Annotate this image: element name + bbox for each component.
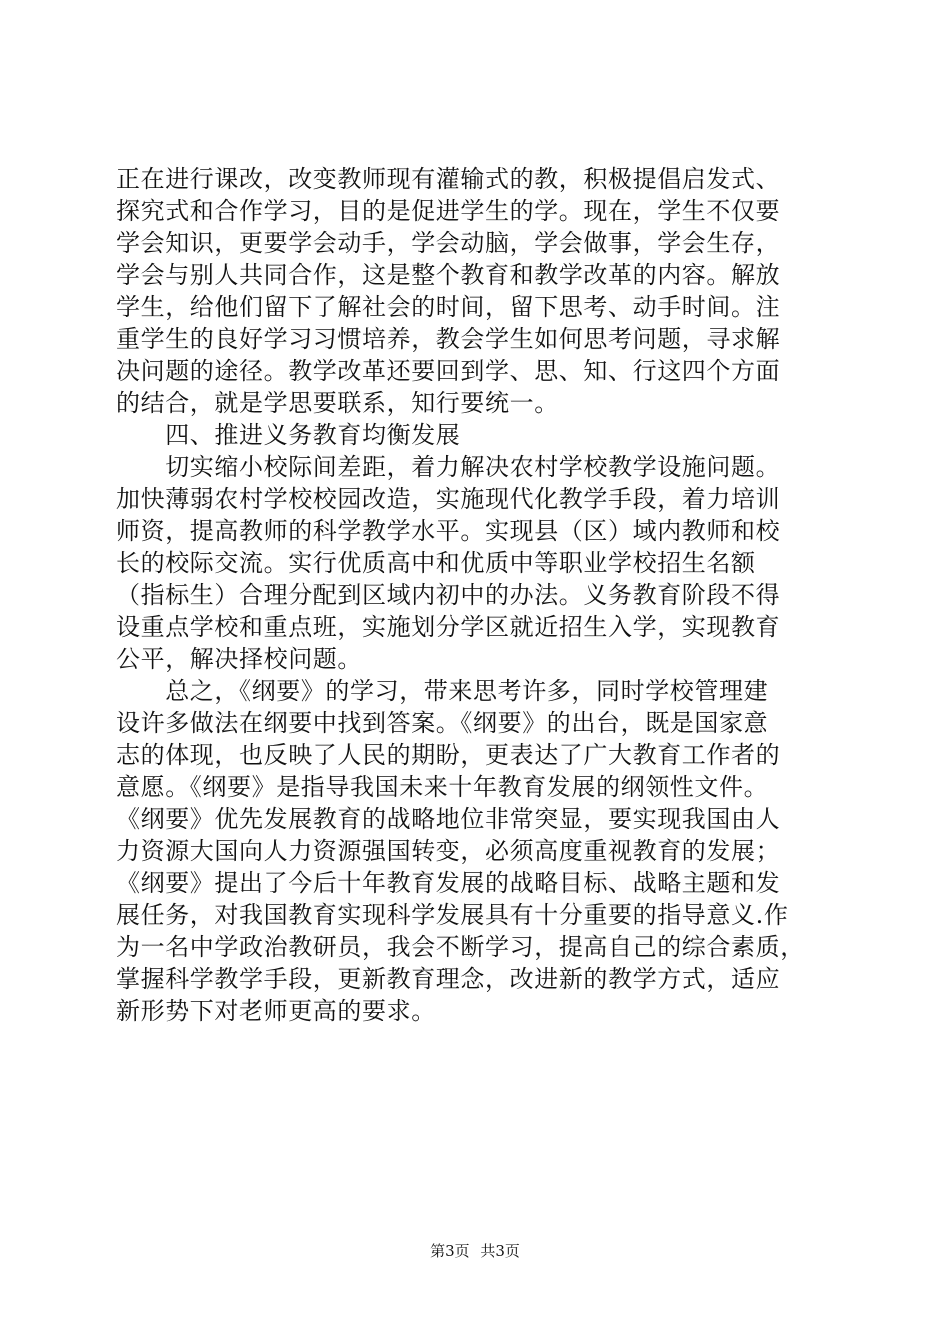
body-text-line: 意愿。《纲要》是指导我国未来十年教育发展的纲领性文件。 (116, 773, 769, 801)
page-number: 第3页 (430, 1242, 470, 1260)
body-text-line: 总之，《纲要》的学习，带来思考许多，同时学校管理建 (116, 677, 769, 705)
body-text-line: 学生，给他们留下了解社会的时间，留下思考、动手时间。注 (116, 293, 781, 321)
body-text-line: 学会知识，更要学会动手，学会动脑，学会做事，学会生存， (116, 229, 781, 257)
body-text-line: 长的校际交流。实行优质高中和优质中等职业学校招生名额 (116, 549, 756, 577)
body-text-line: 加快薄弱农村学校校园改造，实施现代化教学手段，着力培训 (116, 485, 781, 513)
body-text-line: 切实缩小校际间差距，着力解决农村学校教学设施问题。 (116, 453, 781, 481)
body-text-line: 设重点学校和重点班，实施划分学区就近招生入学，实现教育 (116, 613, 781, 641)
body-text-line: 正在进行课改，改变教师现有灌输式的教，积极提倡启发式、 (116, 165, 781, 193)
body-text-line: 力资源大国向人力资源强国转变，必须高度重视教育的发展； (116, 837, 781, 865)
body-text-line: 师资，提高教师的科学教学水平。实现县（区）域内教师和校 (116, 517, 781, 545)
body-text-line: 掌握科学教学手段，更新教育理念，改进新的教学方式，适应 (116, 965, 781, 993)
body-text-line: 重学生的良好学习习惯培养，教会学生如何思考问题，寻求解 (116, 325, 781, 353)
document-body (116, 163, 846, 1027)
body-text-line: 《纲要》优先发展教育的战略地位非常突显，要实现我国由人 (116, 805, 781, 833)
body-text-line: 《纲要》提出了今后十年教育发展的战略目标、战略主题和发 (116, 869, 781, 897)
body-text-line: 的结合，就是学思要联系，知行要统一。 (116, 389, 559, 417)
body-text-line: 公平，解决择校问题。 (116, 645, 362, 673)
body-text-line: 探究式和合作学习，目的是促进学生的学。现在，学生不仅要 (116, 197, 781, 225)
body-text-line: 决问题的途径。教学改革还要回到学、思、知、行这四个方面 (116, 357, 781, 385)
body-text-line: 为一名中学政治教研员，我会不断学习，提高自己的综合素质， (116, 933, 805, 961)
body-text-line: 学会与别人共同合作，这是整个教育和教学改革的内容。解放 (116, 261, 781, 289)
page-total: 共3页 (480, 1242, 520, 1260)
body-text-line: 设许多做法在纲要中找到答案。《纲要》的出台，既是国家意 (116, 709, 769, 737)
body-text-line: （指标生）合理分配到区域内初中的办法。义务教育阶段不得 (116, 581, 781, 609)
section-heading: 四、推进义务教育均衡发展 (116, 421, 461, 449)
body-text-line: 新形势下对老师更高的要求。 (116, 997, 436, 1025)
body-text-line: 展任务，对我国教育实现科学发展具有十分重要的指导意义.作 (116, 901, 789, 929)
page-footer (0, 1241, 950, 1261)
body-text-line: 志的体现，也反映了人民的期盼，更表达了广大教育工作者的 (116, 741, 781, 769)
